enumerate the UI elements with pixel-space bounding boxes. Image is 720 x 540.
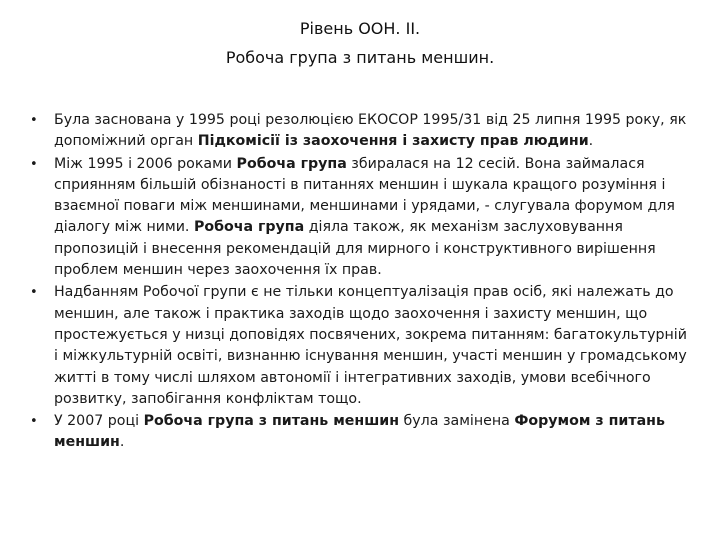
bullet-marker: • (30, 113, 38, 128)
bullet-text: Між 1995 і 2006 роками (54, 155, 237, 172)
bullet-text-bold: Робоча група (193, 219, 305, 236)
bullet-text-bold: Робоча група (236, 155, 347, 172)
bullet-marker: • (30, 414, 38, 430)
bullet-text: Надбанням Робочої групи є не тільки концептуалізація прав осіб, які належать до меншин, але також і практика заходів щодо заохочення і захисту меншин, що простежується у низці доповідях посвячених, зокрема питанням: багатокультурній і міжкультурній освіті, визнанню існування меншин, участі меншин у громадському житті в тому числі шляхом автономії і інтегративних заходів, умови всебічного розвитку, запобігання конфліктам тощо. (54, 284, 687, 407)
bullet-text: була замінена (399, 413, 515, 430)
bullet-item-achievements (30, 282, 690, 410)
bullet-text: діяла також, як механізм заслуховування пропозицій і внесення рекомендацій для мирного і конструктивного вирішення проблем меншин через заохочення їх прав. (54, 219, 656, 279)
bullet-text: . (119, 434, 125, 451)
bullet-item-founding (30, 110, 690, 153)
bullet-text: Була заснована у 1995 році резолюцією ЕКОСОР 1995/31 від 25 липня 1995 року, як допоміжний орган (54, 112, 687, 150)
bullet-text: збиралася на 12 сесій. Вона займалася сприянням більшій обізнаності в питаннях меншин і шукала кращого розуміння і взаємної поваги між меншинами, меншинами і урядами, - слугувала форумом для діалогу між ними. (54, 155, 675, 236)
bullet-text-bold: Форумом з питань меншин (54, 413, 665, 451)
bullet-marker: • (30, 285, 38, 301)
slide-title (0, 14, 720, 72)
bullet-list (30, 110, 690, 454)
bullet-item-replacement (30, 411, 690, 454)
bullet-item-sessions (30, 154, 690, 282)
bullet-text: У 2007 році (54, 413, 144, 430)
title-line-1: Рівень ООН. ІІ. (299, 19, 421, 38)
bullet-text-bold: Робоча група з питань меншин (143, 413, 400, 430)
bullet-text-bold: Підкомісії із заохочення і захисту прав людини (197, 133, 589, 150)
title-line-2: Робоча група з питань меншин. (225, 48, 495, 67)
bullet-text: . (588, 133, 594, 150)
bullet-marker: • (30, 156, 38, 172)
